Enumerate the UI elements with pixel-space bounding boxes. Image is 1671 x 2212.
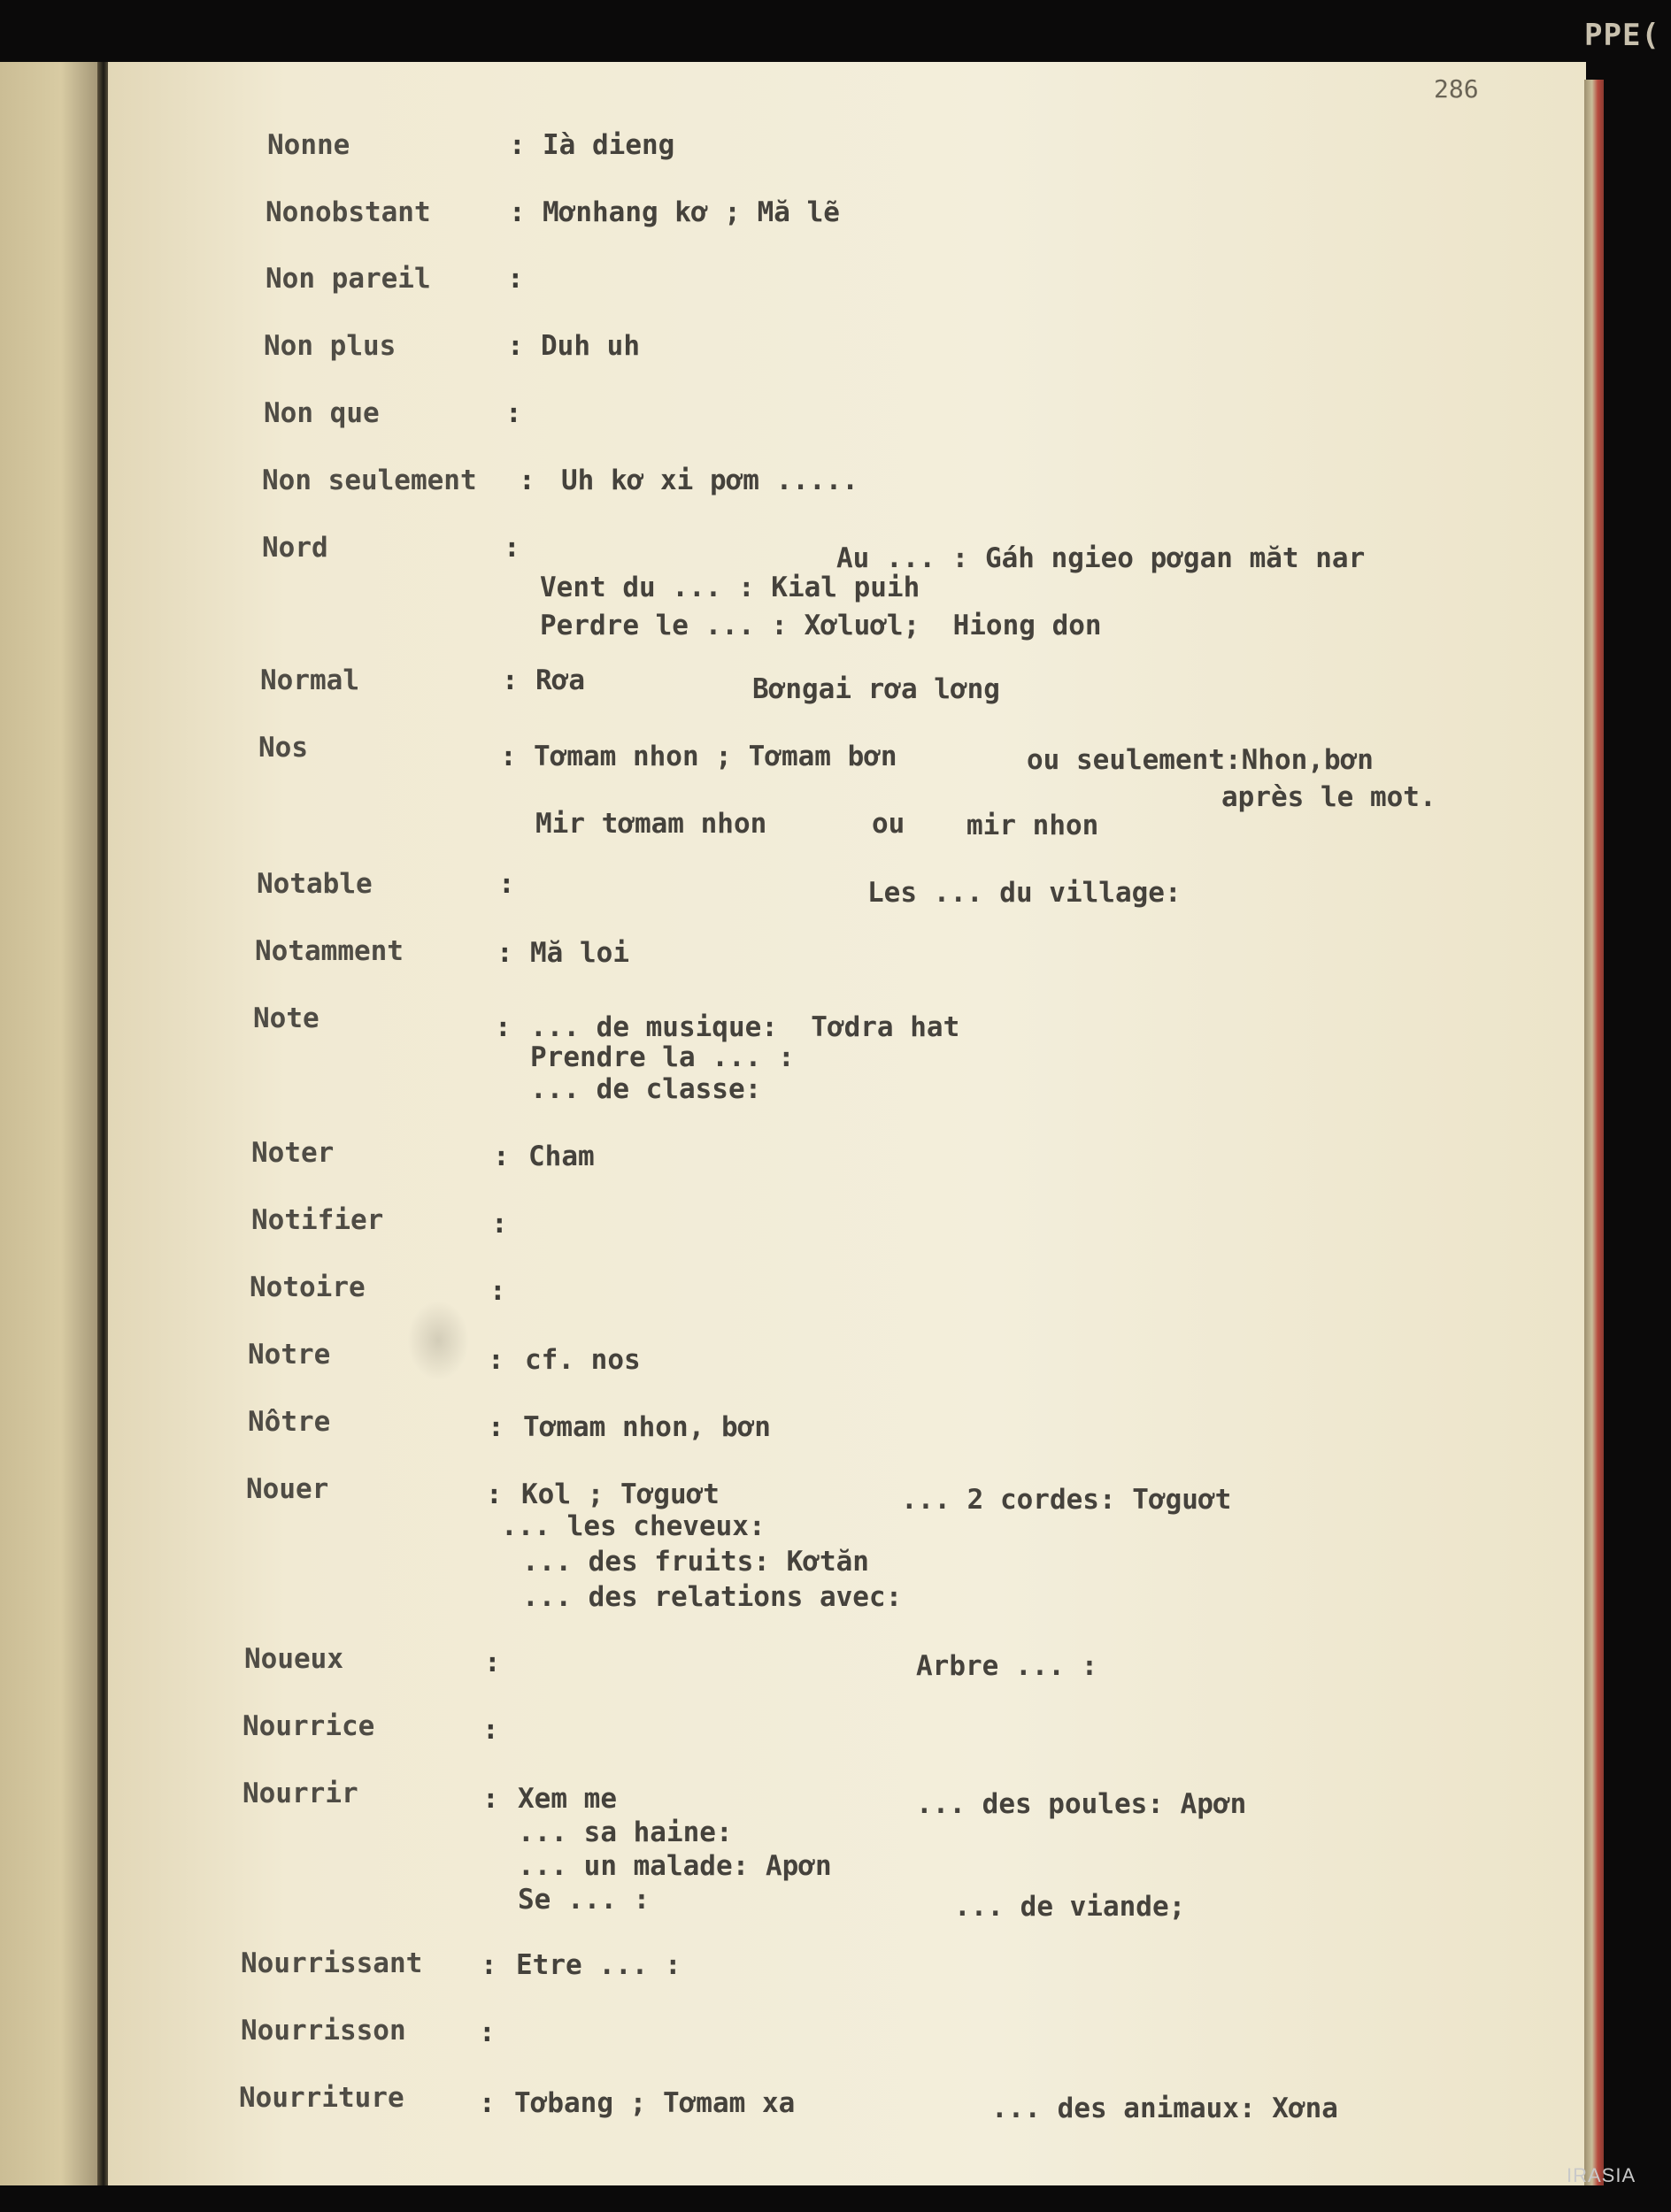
entry-headword: Nos — [258, 732, 308, 764]
entry-translation: cf. nos — [525, 1344, 641, 1376]
entry-translation: ... des poules: Apơn — [916, 1788, 1247, 1820]
watermark: IRASIA — [1567, 2164, 1636, 2186]
entry-headword: Notoire — [250, 1271, 366, 1303]
entry-translation: ... de musique: Tơdra hat — [530, 1011, 960, 1043]
entry-translation: Perdre le ... : Xơluơl; Hiong don — [540, 610, 1102, 641]
entry-colon: : — [486, 1479, 503, 1510]
entry-translation: ... de viande; — [954, 1891, 1186, 1923]
entry-colon: : — [498, 868, 515, 900]
entry-headword: Non seulement — [262, 465, 477, 496]
entry-colon: : — [493, 1141, 510, 1172]
entry-headword: Notable — [257, 868, 373, 900]
entry-headword: Noueux — [244, 1643, 343, 1675]
entry-headword: Non que — [264, 397, 380, 429]
entry-headword: Nourriture — [239, 2082, 404, 2114]
entry-colon: : — [489, 1275, 506, 1307]
entry-colon: : — [504, 532, 520, 564]
entry-headword: Notamment — [255, 935, 404, 967]
entry-colon: : — [479, 2016, 496, 2048]
entry-colon: : — [482, 1714, 499, 1746]
entry-translation: Mir tơmam nhon — [535, 808, 767, 840]
entry-translation: Au ... : Gáh ngieo pơgan măt nar — [836, 542, 1366, 574]
entry-colon: : — [507, 330, 524, 362]
entry-translation: Les ... du village: — [867, 877, 1182, 909]
entry-headword: Nourrice — [243, 1710, 375, 1742]
entry-translation: ... de classe: — [530, 1073, 762, 1105]
corner-mark: PPE( — [1584, 18, 1660, 53]
entry-colon: : — [488, 1344, 504, 1376]
entry-headword: Non pareil — [266, 263, 431, 295]
entry-headword: Nouer — [246, 1473, 329, 1505]
entry-translation: Se ... : — [518, 1884, 651, 1916]
entry-headword: Nôtre — [248, 1406, 331, 1438]
entry-colon: : — [519, 465, 535, 496]
entry-translation: Duh uh — [541, 330, 640, 362]
entry-translation: Mă loi — [530, 937, 629, 969]
entry-headword: Nourrissant — [241, 1947, 423, 1979]
entry-translation: ... les cheveux: — [501, 1510, 766, 1542]
entry-colon: : — [502, 664, 519, 696]
entry-colon: : — [479, 2087, 496, 2119]
entry-translation: Rơa — [535, 664, 585, 696]
entry-translation: Ià dieng — [543, 129, 675, 161]
entry-colon: : — [507, 263, 524, 295]
entry-translation: mir nhon — [966, 810, 1099, 841]
entry-headword: Normal — [260, 664, 359, 696]
entry-translation: ... 2 cordes: Tơguơt — [901, 1484, 1232, 1516]
entry-translation: ... des animaux: Xơna — [991, 2093, 1338, 2124]
page-number: 286 — [1434, 74, 1479, 104]
entry-translation: Kol ; Tơguơt — [521, 1479, 720, 1510]
entry-headword: Nourrir — [243, 1778, 358, 1809]
entry-translation: ou — [872, 808, 905, 840]
entry-translation: Bơngai rơa lơng — [752, 673, 1000, 705]
entry-translation: ... sa haine: — [518, 1816, 733, 1848]
entry-colon: : — [509, 129, 526, 161]
entry-colon: : — [509, 196, 526, 228]
entry-translation: ... des fruits: Kơtăn — [522, 1546, 869, 1578]
entry-colon: : — [505, 397, 522, 429]
entry-translation: Etre ... : — [516, 1949, 681, 1981]
entry-colon: : — [497, 937, 513, 969]
entry-translation: Tơmam nhon, bơn — [523, 1411, 771, 1443]
entry-headword: Notre — [248, 1339, 331, 1371]
entry-translation: Tơmam nhon ; Tơmam bơn — [534, 741, 897, 772]
entry-translation: après le mot. — [1221, 781, 1436, 813]
entry-headword: Nourrisson — [241, 2015, 406, 2047]
entry-translation: Xem me — [518, 1783, 617, 1815]
entry-translation: Mơnhang kơ ; Mă lẽ — [543, 196, 840, 228]
entry-headword: Nord — [262, 532, 328, 564]
entry-headword: Notifier — [251, 1204, 384, 1236]
entry-translation: ou seulement:Nhon,bơn — [1027, 744, 1374, 776]
entry-translation: Prendre la ... : — [530, 1041, 795, 1073]
entry-headword: Nonne — [267, 129, 350, 161]
entry-headword: Note — [253, 1002, 320, 1034]
entry-colon: : — [484, 1647, 501, 1678]
entry-colon: : — [495, 1011, 512, 1043]
entry-headword: Noter — [251, 1137, 335, 1169]
entry-translation: Cham — [528, 1141, 595, 1172]
entry-colon: : — [482, 1783, 499, 1815]
entry-headword: Non plus — [264, 330, 397, 362]
entry-translation: Arbre ... : — [916, 1650, 1098, 1682]
entry-headword: Nonobstant — [266, 196, 431, 228]
entry-colon: : — [481, 1949, 497, 1981]
entry-colon: : — [488, 1411, 504, 1443]
entry-colon: : — [500, 741, 517, 772]
entry-translation: ... des relations avec: — [522, 1581, 903, 1613]
entry-translation: Tơbang ; Tơmam xa — [514, 2087, 796, 2119]
entry-translation: Vent du ... : Kial puih — [540, 572, 920, 603]
entry-colon: : — [491, 1208, 508, 1240]
entry-translation: Uh kơ xi pơm ..... — [561, 465, 859, 496]
entry-translation: ... un malade: Apơn — [518, 1850, 832, 1882]
